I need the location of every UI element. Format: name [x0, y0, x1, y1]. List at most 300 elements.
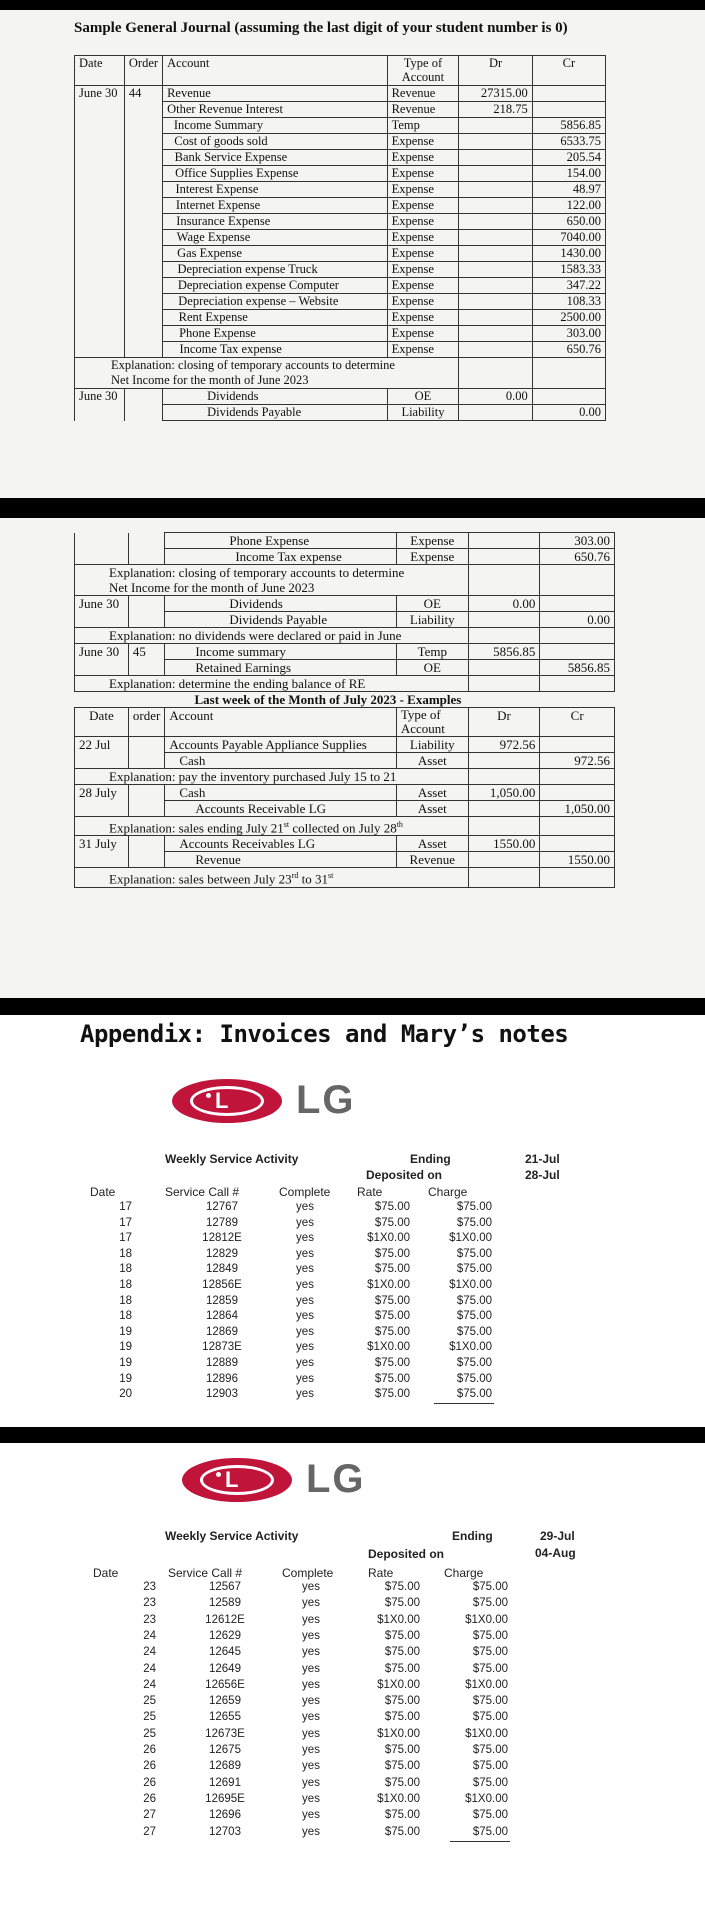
total-underline: [450, 1841, 510, 1842]
journal-row: [75, 660, 615, 676]
service-date: 18: [119, 1294, 132, 1307]
complete-status: yes: [296, 1201, 314, 1213]
account-type: Revenue: [409, 852, 456, 868]
rate: $75.00: [384, 1597, 420, 1610]
journal-sheet-1: [0, 10, 705, 498]
service-row: [0, 1711, 705, 1726]
account-type: Expense: [391, 166, 434, 180]
service-call-number: 12889: [206, 1357, 238, 1369]
account-name: Depreciation expense Computer: [177, 278, 339, 292]
service-row: [0, 1695, 705, 1710]
credit-amount: 108.33: [566, 294, 601, 308]
debit-amount: 0.00: [512, 596, 536, 611]
credit-amount: 650.76: [566, 342, 601, 356]
col-date: Date: [93, 1566, 119, 1580]
deposited-date: 28-Jul: [525, 1168, 560, 1182]
service-row: [0, 1295, 705, 1310]
service-row: [0, 1248, 705, 1263]
credit-amount: 1430.00: [560, 246, 601, 260]
ending-date: 21-Jul: [525, 1152, 560, 1166]
ordinal-suffix: rd: [291, 871, 299, 881]
lg-circle-icon: L: [182, 1458, 292, 1502]
account-name: Depreciation expense – Website: [178, 294, 339, 308]
journal-row: [75, 214, 606, 230]
explanation-2: Net Income for the month of June 2023: [109, 580, 315, 595]
complete-status: yes: [302, 1825, 320, 1838]
week-title-row: [75, 692, 615, 708]
account-name: Office Supplies Expense: [175, 166, 299, 180]
service-row: [0, 1263, 705, 1278]
entry-date: June 30: [79, 596, 120, 611]
service-row: [0, 1581, 705, 1596]
account-name: Phone Expense: [179, 326, 256, 340]
service-call-number: 12659: [209, 1695, 241, 1708]
service-row: [0, 1201, 705, 1216]
explanation-row: [75, 769, 615, 785]
journal-row: [75, 836, 615, 852]
credit-amount: 48.97: [572, 182, 601, 196]
rate: $75.00: [384, 1825, 420, 1838]
col-account: Account: [167, 56, 210, 70]
general-journal-table: [74, 55, 606, 421]
service-row: [0, 1777, 705, 1792]
debit-amount: 0.00: [505, 389, 528, 403]
service-date: 18: [119, 1247, 132, 1260]
total-underline: [434, 1403, 494, 1404]
service-row: [0, 1663, 705, 1678]
complete-status: yes: [296, 1325, 314, 1338]
ending-label: Ending: [410, 1152, 451, 1166]
rate: $75.00: [374, 1310, 410, 1323]
service-date: 23: [143, 1613, 156, 1626]
service-row: [0, 1341, 705, 1356]
deposited-label: Deposited on: [368, 1547, 445, 1561]
service-call-number: 12859: [206, 1294, 238, 1307]
rate: $1X0.00: [377, 1613, 420, 1626]
service-row: [0, 1809, 705, 1824]
account-name: Income Summary: [173, 118, 264, 132]
explanation-row: [75, 565, 615, 596]
service-call-number: 12873E: [202, 1341, 242, 1354]
credit-amount: 347.22: [566, 278, 601, 292]
complete-status: yes: [296, 1357, 314, 1369]
service-date: 25: [143, 1711, 156, 1724]
credit-amount: 205.54: [566, 150, 601, 164]
rate: $1X0.00: [377, 1727, 420, 1740]
complete-status: yes: [296, 1247, 314, 1260]
deposited-date: 04-Aug: [535, 1546, 576, 1560]
credit-amount: 5856.85: [560, 118, 601, 132]
debit-amount: 1,050.00: [489, 785, 536, 800]
entry-date: June 30: [79, 86, 118, 100]
service-call-number: 12849: [206, 1263, 238, 1276]
journal-row: [75, 389, 606, 405]
journal-row: [75, 86, 606, 102]
journal-row: [75, 596, 615, 612]
rate: $75.00: [384, 1581, 420, 1593]
service-row: [0, 1744, 705, 1759]
rate: $1X0.00: [367, 1232, 410, 1245]
service-date: 26: [143, 1760, 156, 1773]
charge: $75.00: [456, 1201, 492, 1213]
journal-sheet-2: [0, 518, 705, 998]
charge: $1X0.00: [465, 1613, 508, 1626]
service-row: [0, 1728, 705, 1743]
service-call-number: 12655: [209, 1711, 241, 1724]
account-name: Dividends Payable: [229, 612, 328, 627]
account-name: Depreciation expense Truck: [177, 262, 318, 276]
rate: $75.00: [384, 1711, 420, 1724]
service-call-number: 12812E: [202, 1232, 242, 1245]
entry-date: 28 July: [79, 785, 117, 800]
appendix-title: Appendix: Invoices and Mary’s notes: [80, 1020, 569, 1048]
col-account: Account: [169, 708, 214, 723]
service-date: 24: [143, 1646, 156, 1659]
service-date: 26: [143, 1776, 156, 1789]
service-row: [0, 1388, 705, 1403]
col-date: Date: [79, 56, 103, 70]
journal-row: [75, 246, 606, 262]
charge: $75.00: [456, 1310, 492, 1323]
journal-continuation-table: [74, 532, 615, 888]
journal-row: [75, 326, 606, 342]
complete-status: yes: [302, 1744, 320, 1756]
header-row: [75, 56, 606, 86]
col-rate: Rate: [368, 1566, 394, 1580]
service-date: 17: [119, 1201, 132, 1213]
account-type: Revenue: [391, 102, 436, 116]
service-date: 25: [143, 1727, 156, 1740]
account-type: Expense: [391, 230, 434, 244]
explanation: Explanation: determine the ending balance of RE: [109, 676, 366, 691]
lg-logo: [172, 1078, 356, 1123]
rate: $75.00: [374, 1294, 410, 1307]
col-charge: Charge: [444, 1566, 484, 1580]
divider-band-3: [0, 1427, 705, 1443]
service-row: [0, 1646, 705, 1661]
account-type: Expense: [391, 134, 434, 148]
rate: $75.00: [384, 1629, 420, 1642]
service-call-number: 12696: [209, 1809, 241, 1822]
service-call-number: 12675: [209, 1744, 241, 1756]
service-call-number: 12691: [209, 1776, 241, 1789]
deposited-label: Deposited on: [366, 1168, 443, 1182]
service-date: 23: [143, 1581, 156, 1593]
service-row: [0, 1279, 705, 1294]
explanation: Explanation: closing of temporary accounts to determine: [111, 358, 395, 372]
col-complete: Complete: [282, 1566, 334, 1580]
service-row: [0, 1793, 705, 1808]
debit-amount: 972.56: [499, 737, 536, 752]
rate: $75.00: [374, 1325, 410, 1338]
service-call-number: 12695E: [205, 1792, 245, 1805]
rate: $1X0.00: [367, 1341, 410, 1354]
account-type: Asset: [417, 836, 447, 852]
complete-status: yes: [302, 1581, 320, 1593]
service-call-number: 12789: [206, 1216, 238, 1229]
charge: $75.00: [456, 1388, 492, 1401]
entry-date: 22 Jul: [79, 737, 111, 752]
charge: $75.00: [472, 1629, 508, 1642]
section-title: Last week of the Month of July 2023 - Examples: [194, 692, 462, 707]
complete-status: yes: [296, 1216, 314, 1229]
ending-label: Ending: [452, 1529, 493, 1543]
service-call-number: 12703: [209, 1825, 241, 1838]
charge: $75.00: [472, 1760, 508, 1773]
service-call-number: 12673E: [205, 1727, 245, 1740]
charge: $75.00: [472, 1825, 508, 1838]
account-name: Bank Service Expense: [174, 150, 288, 164]
complete-status: yes: [296, 1310, 314, 1323]
account-name: Phone Expense: [229, 533, 310, 548]
journal-row: [75, 294, 606, 310]
account-type: OE: [423, 596, 441, 611]
account-name: Internet Expense: [175, 198, 261, 212]
ordinal-suffix: th: [396, 820, 403, 829]
service-date: 26: [143, 1744, 156, 1756]
service-date: 19: [119, 1325, 132, 1338]
journal-row: [75, 102, 606, 118]
service-call-number: 12829: [206, 1247, 238, 1260]
charge: $1X0.00: [449, 1279, 492, 1291]
charge: $1X0.00: [465, 1678, 508, 1691]
complete-status: yes: [302, 1597, 320, 1610]
account-type: Liability: [409, 612, 455, 627]
credit-amount: 5856.85: [567, 660, 610, 675]
top-border: [0, 0, 705, 10]
account-type: Revenue: [391, 86, 436, 100]
account-name: Revenue: [167, 86, 211, 100]
col-charge: Charge: [428, 1185, 468, 1199]
journal-row: [75, 852, 615, 868]
explanation: Explanation: no dividends were declared or paid in June: [109, 628, 402, 643]
charge: $1X0.00: [465, 1792, 508, 1805]
service-call-number: 12656E: [205, 1678, 245, 1691]
journal-row: [75, 753, 615, 769]
complete-status: yes: [296, 1372, 314, 1385]
journal-row: [75, 182, 606, 198]
journal-row: [75, 801, 615, 817]
rate: $1X0.00: [377, 1792, 420, 1805]
divider-band: [0, 498, 705, 518]
journal-row: [75, 278, 606, 294]
service-call-number: 12864: [206, 1310, 238, 1323]
col-order: order: [132, 708, 161, 723]
service-row: [0, 1232, 705, 1247]
service-date: 19: [119, 1372, 132, 1385]
lg-circle-icon: L: [172, 1079, 282, 1123]
journal-row: [75, 533, 615, 549]
service-row: [0, 1760, 705, 1775]
explanation-row: [75, 628, 615, 644]
entry-date: June 30: [79, 389, 118, 403]
charge: $75.00: [472, 1646, 508, 1659]
col-type: Type of Account: [401, 56, 445, 84]
complete-status: yes: [302, 1760, 320, 1773]
journal-row: [75, 150, 606, 166]
service-date: 20: [119, 1388, 132, 1401]
charge: $75.00: [456, 1263, 492, 1276]
account-type: Expense: [391, 198, 434, 212]
lg-wordmark: LG: [306, 1457, 366, 1501]
service-call-number: 12589: [209, 1597, 241, 1610]
explanation-row: [75, 868, 615, 887]
service-date: 24: [143, 1662, 156, 1675]
service-call-number: 12896: [206, 1372, 238, 1385]
rate: $75.00: [374, 1388, 410, 1401]
journal-row: [75, 785, 615, 801]
col-dr: Dr: [488, 56, 503, 70]
rate: $75.00: [384, 1695, 420, 1708]
debit-amount: 218.75: [493, 102, 528, 116]
service-row: [0, 1310, 705, 1325]
charge: $75.00: [472, 1809, 508, 1822]
journal-row: [75, 118, 606, 134]
account-name: Income summary: [195, 644, 286, 659]
rate: $1X0.00: [367, 1279, 410, 1291]
journal-title: Sample General Journal (assuming the last digit of your student number is 0): [74, 20, 568, 36]
rate: $75.00: [374, 1247, 410, 1260]
charge: $75.00: [472, 1711, 508, 1724]
invoice-column-headers: [0, 1566, 705, 1581]
rate: $75.00: [384, 1760, 420, 1773]
journal-row: [75, 737, 615, 753]
debit-amount: 1550.00: [493, 836, 536, 852]
rate: $75.00: [374, 1357, 410, 1369]
journal-row: [75, 342, 606, 358]
account-type: Asset: [417, 785, 447, 800]
complete-status: yes: [296, 1232, 314, 1245]
service-row: [0, 1630, 705, 1645]
explanation-2: collected on July 28: [289, 820, 397, 836]
invoice-column-headers: [0, 1185, 705, 1200]
account-type: Temp: [391, 118, 420, 132]
service-row: [0, 1326, 705, 1341]
divider-band-2: [0, 998, 705, 1015]
complete-status: yes: [302, 1792, 320, 1805]
rate: $75.00: [384, 1776, 420, 1789]
rate: $75.00: [374, 1216, 410, 1229]
service-call-number: 12612E: [205, 1613, 245, 1626]
rate: $1X0.00: [377, 1678, 420, 1691]
journal-row: [75, 230, 606, 246]
charge: $75.00: [472, 1744, 508, 1756]
invoice-week-2: [0, 1443, 705, 1920]
account-name: Rent Expense: [178, 310, 248, 324]
credit-amount: 154.00: [566, 166, 601, 180]
invoice-week-1: [0, 1058, 705, 1423]
explanation: Explanation: sales between July 23: [109, 871, 292, 887]
header-row: [75, 708, 615, 737]
account-name: Wage Expense: [176, 230, 251, 244]
service-date: 24: [143, 1678, 156, 1691]
charge: $75.00: [472, 1581, 508, 1593]
account-type: Expense: [391, 182, 434, 196]
service-call-number: 12649: [209, 1662, 241, 1675]
complete-status: yes: [296, 1263, 314, 1276]
account-name: Accounts Receivable LG: [195, 801, 327, 816]
journal-row: [75, 612, 615, 628]
rate: $75.00: [374, 1372, 410, 1385]
account-type: Expense: [410, 549, 455, 564]
col-date: Date: [89, 708, 114, 723]
service-call-number: 12767: [206, 1201, 238, 1213]
charge: $75.00: [456, 1294, 492, 1307]
account-name: Income Tax expense: [235, 549, 342, 564]
service-row: [0, 1357, 705, 1372]
account-type: Asset: [417, 801, 447, 816]
service-date: 18: [119, 1279, 132, 1291]
complete-status: yes: [302, 1662, 320, 1675]
account-type: OE: [423, 660, 441, 675]
account-type: Expense: [391, 326, 434, 340]
charge: $1X0.00: [449, 1232, 492, 1245]
service-date: 19: [119, 1341, 132, 1354]
complete-status: yes: [302, 1776, 320, 1789]
service-date: 26: [143, 1792, 156, 1805]
credit-amount: 972.56: [574, 753, 610, 768]
charge: $75.00: [456, 1325, 492, 1338]
account-type: Asset: [417, 753, 447, 768]
complete-status: yes: [296, 1388, 314, 1401]
credit-amount: 2500.00: [560, 310, 601, 324]
journal-row: [75, 166, 606, 182]
complete-status: yes: [302, 1646, 320, 1659]
col-cr: Cr: [570, 708, 584, 723]
account-name: Income Tax expense: [179, 342, 282, 356]
col-rate: Rate: [357, 1185, 383, 1199]
credit-amount: 0.00: [579, 405, 601, 419]
credit-amount: 1583.33: [560, 262, 601, 276]
col-cr: Cr: [562, 56, 576, 70]
charge: $75.00: [456, 1216, 492, 1229]
lg-wordmark: LG: [296, 1078, 356, 1122]
credit-amount: 1550.00: [567, 852, 610, 868]
col-date: Date: [90, 1185, 116, 1199]
service-date: 18: [119, 1310, 132, 1323]
entry-order: 44: [128, 86, 142, 100]
lg-logo-2: [182, 1457, 366, 1502]
service-row: [0, 1679, 705, 1694]
explanation-2: to 31: [298, 871, 328, 887]
account-type: OE: [414, 389, 432, 403]
charge: $75.00: [472, 1662, 508, 1675]
service-date: 27: [143, 1825, 156, 1838]
account-name: Dividends: [207, 389, 259, 403]
explanation-row: [75, 358, 606, 389]
entry-date: 31 July: [79, 836, 117, 852]
journal-row: [75, 405, 606, 421]
journal-row: [75, 310, 606, 326]
rate: $75.00: [384, 1646, 420, 1659]
service-call-number: 12856E: [202, 1279, 242, 1291]
service-date: 18: [119, 1263, 132, 1276]
credit-amount: 303.00: [574, 533, 610, 548]
invoice-heading: Weekly Service Activity: [165, 1152, 299, 1166]
debit-amount: 27315.00: [480, 86, 528, 100]
service-row: [0, 1597, 705, 1612]
account-type: Expense: [391, 262, 434, 276]
account-type: Liability: [401, 405, 445, 419]
charge: $1X0.00: [465, 1727, 508, 1740]
service-date: 23: [143, 1597, 156, 1610]
account-name: Gas Expense: [177, 246, 242, 260]
col-complete: Complete: [279, 1185, 331, 1199]
account-type: Liability: [409, 737, 455, 752]
account-type: Temp: [417, 644, 447, 659]
service-row: [0, 1614, 705, 1629]
service-date: 27: [143, 1809, 156, 1822]
